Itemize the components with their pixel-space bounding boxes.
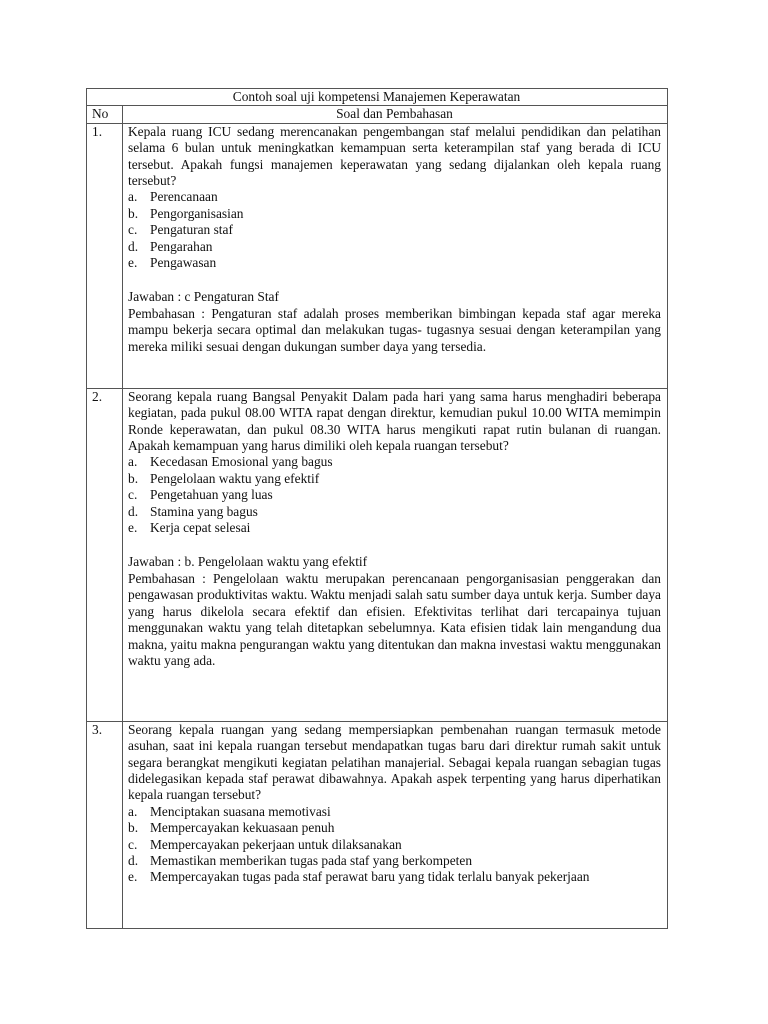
option-text: Pengetahuan yang luas — [150, 487, 273, 503]
option-text: Memastikan memberikan tugas pada staf yang berkompeten — [150, 853, 473, 869]
question-cell — [123, 123, 668, 388]
option-item — [128, 471, 661, 487]
question-row — [87, 721, 668, 928]
option-item — [128, 869, 661, 885]
header-content: Soal dan Pembahasan — [123, 106, 668, 123]
header-no: No — [87, 106, 123, 123]
option-text: Menciptakan suasana memotivasi — [150, 803, 331, 819]
option-item — [128, 820, 661, 836]
option-item — [128, 520, 661, 536]
option-item — [128, 222, 661, 238]
option-letter: d. — [128, 853, 139, 869]
option-letter: b. — [128, 470, 139, 486]
question-text: Seorang kepala ruang Bangsal Penyakit Dalam pada hari yang sama harus menghadiri beberapa kegiatan, pada pukul 08.00 WITA rapat dengan direktur, kemudian pukul 10.00 WITA memimpin Ronde keperawatan, dan pukul 08.30 WITA harus mengikuti rapat rutin bulanan di ruangan. Apakah kemampuan yang harus dimiliki oleh kepala ruangan tersebut? — [128, 388, 661, 454]
option-list — [128, 189, 661, 271]
option-text: Pengelolaan waktu yang efektif — [150, 470, 320, 486]
option-letter: a. — [128, 454, 138, 470]
option-text: Mempercayakan kekuasaan penuh — [150, 820, 335, 836]
question-row — [87, 388, 668, 721]
spacer — [128, 536, 661, 554]
option-text: Perencanaan — [150, 189, 218, 205]
answer-text: Jawaban : b. Pengelolaan waktu yang efektif — [128, 554, 368, 570]
explanation-text: Pembahasan : Pengaturan staf adalah proses memberikan bimbingan kepada staf agar mereka mampu bekerja secara optimal dan melakukan tugas- tugasnya sesuai dengan keterampilan yang mereka miliki sesuai dengan dukungan sumber daya yang tersedia. — [128, 305, 661, 354]
option-text: Mempercayakan pekerjaan untuk dilaksanakan — [150, 836, 402, 852]
option-letter: b. — [128, 820, 139, 836]
option-letter: c. — [128, 836, 138, 852]
explanation-text: Pembahasan : Pengelolaan waktu merupakan perencanaan pengorganisasian penggerakan dan pengawasan produktivitas waktu. Waktu menjadi salah satu sumber daya untuk kerja. Sumber daya yang harus dikelola secara efektif dan efisien. Efektivitas terlihat dari tercapainya tujuan menggunakan waktu yang telah ditetapkan sebelumnya. Kata efisien tidak lain mengandung dua makna, yaitu makna pengurangan waktu yang ditentukan dan makna investasi waktu menggunakan waktu yang ada. — [128, 570, 661, 668]
option-letter: b. — [128, 205, 139, 221]
option-text: Kerja cepat selesai — [150, 520, 251, 536]
option-letter: e. — [128, 869, 138, 885]
question-cell — [123, 721, 668, 928]
option-item — [128, 454, 661, 470]
option-list — [128, 804, 661, 886]
answer-text: Jawaban : c Pengaturan Staf — [128, 289, 279, 305]
option-text: Stamina yang bagus — [150, 503, 258, 519]
option-letter: c. — [128, 222, 138, 238]
header-row — [87, 106, 668, 123]
option-letter: d. — [128, 503, 139, 519]
option-letter: a. — [128, 189, 138, 205]
option-text: Pengorganisasian — [150, 205, 244, 221]
option-item — [128, 189, 661, 205]
option-item — [128, 804, 661, 820]
option-item — [128, 255, 661, 271]
option-item — [128, 206, 661, 222]
question-number: 1. — [87, 123, 123, 388]
option-item — [128, 504, 661, 520]
option-text: Pengarahan — [150, 238, 213, 254]
question-text: Kepala ruang ICU sedang merencanakan pengembangan staf melalui pendidikan dan pelatihan selama 6 bulan untuk meningkatkan kemampuan serta keterampilan staf yang berada di ICU tersebut. Apakah fungsi manajemen keperawatan yang sedang dijalankan oleh kepala ruang tersebut? — [128, 123, 661, 189]
option-text: Mempercayakan tugas pada staf perawat baru yang tidak terlalu banyak pekerjaan — [150, 869, 590, 885]
option-letter: e. — [128, 255, 138, 271]
option-text: Pengaturan staf — [150, 222, 233, 238]
question-text: Seorang kepala ruangan yang sedang mempersiapkan pembenahan ruangan termasuk metode asuhan, saat ini kepala ruangan tersebut mendapatkan tugas baru dari direktur rumah sakit untuk segara berangkat mengikuti kegiatan pelatihan manajerial. Sebagai kepala ruangan sebagian tugas didelegasikan kepada staf perawat dibawahnya. Apakah aspek terpenting yang harus diperhatikan kepala ruangan tersebut? — [128, 721, 661, 803]
option-text: Pengawasan — [150, 255, 217, 271]
question-cell — [123, 388, 668, 721]
option-letter: e. — [128, 520, 138, 536]
option-text: Kecedasan Emosional yang bagus — [150, 454, 333, 470]
question-number: 3. — [87, 721, 123, 928]
spacer — [128, 271, 661, 289]
option-letter: d. — [128, 238, 139, 254]
option-letter: c. — [128, 487, 138, 503]
document-title: Contoh soal uji kompetensi Manajemen Keperawatan — [87, 89, 668, 106]
option-item — [128, 239, 661, 255]
option-item — [128, 837, 661, 853]
option-letter: a. — [128, 803, 138, 819]
option-list — [128, 454, 661, 536]
question-table — [86, 88, 668, 929]
title-row — [87, 89, 668, 106]
option-item — [128, 487, 661, 503]
question-row — [87, 123, 668, 388]
question-number: 2. — [87, 388, 123, 721]
option-item — [128, 853, 661, 869]
